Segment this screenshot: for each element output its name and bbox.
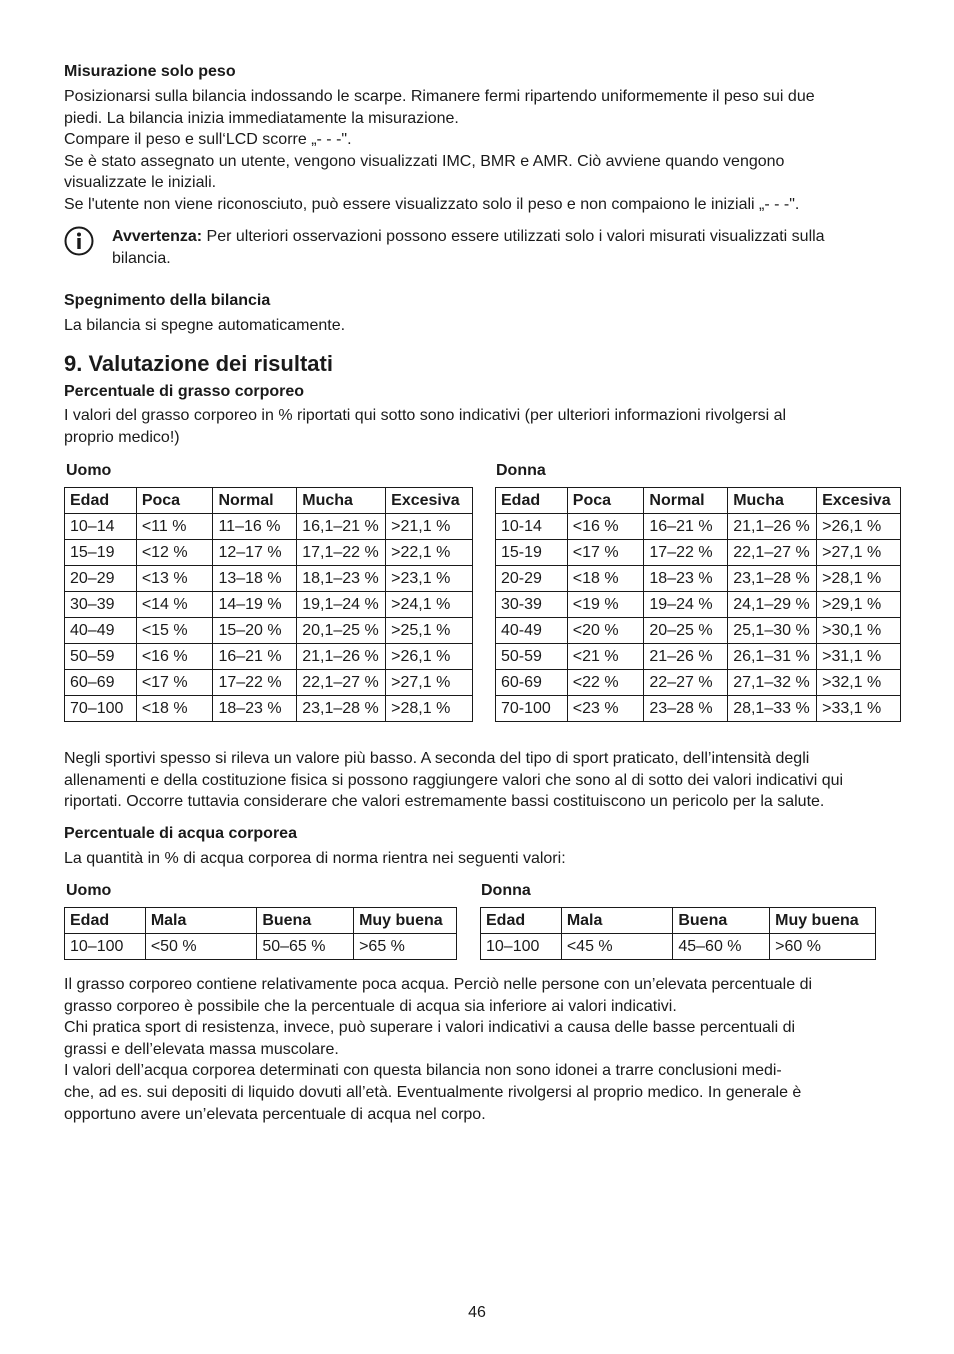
table-cell: 17,1–22 % <box>297 540 386 566</box>
table-cell: >27,1 % <box>817 540 901 566</box>
table-cell: 16,1–21 % <box>297 514 386 540</box>
table-cell: 24,1–29 % <box>728 592 817 618</box>
table-cell: 16–21 % <box>213 644 297 670</box>
table-cell: 60–69 <box>65 670 137 696</box>
note-text: Per ulteriori osservazioni possono essere utilizzati solo i valori misurati visualizzati sulla <box>202 228 825 245</box>
paragraph-line: Chi pratica sport di resistenza, invece, può superare i valori indicativi a causa delle basse percentuali di <box>64 1019 796 1037</box>
table-cell: <16 % <box>567 514 644 540</box>
table-header-row <box>65 908 457 934</box>
table-cell: >29,1 % <box>817 592 901 618</box>
table-row <box>481 934 876 960</box>
table-cell: 19,1–24 % <box>297 592 386 618</box>
table-cell: 17–22 % <box>213 670 297 696</box>
header-cell: Poca <box>136 488 213 514</box>
table-cell: 20-29 <box>496 566 568 592</box>
section-water <box>64 824 904 870</box>
table-cell: 60-69 <box>496 670 568 696</box>
paragraph-line: opportuno avere un’elevata percentuale di acqua nel corpo. <box>64 1105 486 1123</box>
table-cell: 50–65 % <box>257 934 354 960</box>
table-cell: <12 % <box>136 540 213 566</box>
table-row <box>496 592 901 618</box>
table-cell: >28,1 % <box>386 696 473 722</box>
header-cell: Buena <box>257 908 354 934</box>
table-cell: <17 % <box>567 540 644 566</box>
header-cell: Mala <box>561 908 673 934</box>
fat-men-label: Uomo <box>66 462 112 479</box>
table-cell: 13–18 % <box>213 566 297 592</box>
table-cell: 10–14 <box>65 514 137 540</box>
table-cell: >27,1 % <box>386 670 473 696</box>
table-cell: 16–21 % <box>644 514 728 540</box>
table-cell: 28,1–33 % <box>728 696 817 722</box>
table-row <box>65 592 473 618</box>
water-women-label: Donna <box>481 882 531 899</box>
table-cell: 15-19 <box>496 540 568 566</box>
table-cell: >60 % <box>770 934 876 960</box>
table-cell: >28,1 % <box>817 566 901 592</box>
paragraph-line: visualizzate le iniziali. <box>64 174 217 192</box>
table-cell: 40-49 <box>496 618 568 644</box>
header-cell: Muy buena <box>770 908 876 934</box>
table-cell: 50–59 <box>65 644 137 670</box>
paragraph-line: I valori dell’acqua corporea determinati con questa bilancia non sono idonei a trarre conclusioni medi- <box>64 1062 782 1080</box>
table-cell: 26,1–31 % <box>728 644 817 670</box>
table-cell: 18–23 % <box>213 696 297 722</box>
table-cell: >26,1 % <box>817 514 901 540</box>
table-cell: 22–27 % <box>644 670 728 696</box>
paragraph-line: grasso corporeo è possibile che la percentuale di acqua sia inferiore ai valori indicativi. <box>64 997 677 1015</box>
header-cell: Edad <box>481 908 562 934</box>
table-cell: 21,1–26 % <box>297 644 386 670</box>
water-men-table <box>64 907 457 960</box>
header-cell: Mucha <box>728 488 817 514</box>
table-header-row <box>65 488 473 514</box>
page-number: 46 <box>468 1304 486 1321</box>
header-cell: Excesiva <box>817 488 901 514</box>
table-cell: 30–39 <box>65 592 137 618</box>
paragraph-line: Compare il peso e sull‘LCD scorre „- - -". <box>64 131 352 149</box>
note-line <box>112 226 912 248</box>
table-row <box>496 618 901 644</box>
table-row <box>65 618 473 644</box>
closing-paragraph <box>64 974 924 1125</box>
table-cell: 23,1–28 % <box>728 566 817 592</box>
fat-men-table <box>64 487 473 722</box>
water-women-table <box>480 907 876 960</box>
table-cell: 18,1–23 % <box>297 566 386 592</box>
paragraph-line: piedi. La bilancia inizia immediatamente la misurazione. <box>64 109 459 127</box>
table-cell: 21,1–26 % <box>728 514 817 540</box>
paragraph-line: Se l'utente non viene riconosciuto, può essere visualizzato solo il peso e non compaiono le iniziali „- - -". <box>64 195 800 213</box>
table-cell: 25,1–30 % <box>728 618 817 644</box>
table-row <box>496 644 901 670</box>
table-cell: <21 % <box>567 644 644 670</box>
section-results <box>64 351 904 448</box>
table-cell: 40–49 <box>65 618 137 644</box>
header-cell: Excesiva <box>386 488 473 514</box>
table-cell: 20–29 <box>65 566 137 592</box>
table-cell: 18–23 % <box>644 566 728 592</box>
table-row <box>496 514 901 540</box>
section-title: Percentuale di grasso corporeo <box>64 383 305 400</box>
table-cell: 23,1–28 % <box>297 696 386 722</box>
header-cell: Edad <box>496 488 568 514</box>
table-cell: <18 % <box>567 566 644 592</box>
water-men-label: Uomo <box>66 882 112 899</box>
table-cell: <23 % <box>567 696 644 722</box>
header-cell: Muy buena <box>354 908 457 934</box>
table-row <box>65 540 473 566</box>
table-row <box>65 696 473 722</box>
table-cell: 23–28 % <box>644 696 728 722</box>
table-row <box>496 670 901 696</box>
table-cell: 14–19 % <box>213 592 297 618</box>
table-row <box>496 540 901 566</box>
table-row <box>496 696 901 722</box>
table-cell: 19–24 % <box>644 592 728 618</box>
table-row <box>65 934 457 960</box>
paragraph-line: Posizionarsi sulla bilancia indossando le scarpe. Rimanere fermi ripartendo uniformemente il peso sui due <box>64 88 815 105</box>
table-cell: 20–25 % <box>644 618 728 644</box>
section-weight-only <box>64 62 904 216</box>
paragraph-line: grassi e dell’elevata massa muscolare. <box>64 1040 339 1058</box>
table-cell: 12–17 % <box>213 540 297 566</box>
table-cell: 15–20 % <box>213 618 297 644</box>
table-cell: <22 % <box>567 670 644 696</box>
table-cell: >32,1 % <box>817 670 901 696</box>
note-label: Avvertenza: <box>112 228 203 245</box>
table-cell: >30,1 % <box>817 618 901 644</box>
table-cell: 45–60 % <box>673 934 770 960</box>
paragraph-line: Il grasso corporeo contiene relativamente poca acqua. Perciò nelle persone con un’elevata percentuale di <box>64 976 813 993</box>
sport-paragraph <box>64 748 924 813</box>
table-cell: 10-14 <box>496 514 568 540</box>
table-cell: 70-100 <box>496 696 568 722</box>
table-cell: >22,1 % <box>386 540 473 566</box>
fat-women-table <box>495 487 901 722</box>
section-title: Misurazione solo peso <box>64 63 236 80</box>
table-cell: 20,1–25 % <box>297 618 386 644</box>
table-cell: <50 % <box>145 934 257 960</box>
table-cell: <16 % <box>136 644 213 670</box>
paragraph-line: I valori del grasso corporeo in % riportati qui sotto sono indicativi (per ulteriori informazioni rivolgersi al <box>64 407 787 424</box>
table-cell: <19 % <box>567 592 644 618</box>
table-cell: >25,1 % <box>386 618 473 644</box>
table-cell: 10–100 <box>65 934 146 960</box>
note-line-2: bilancia. <box>112 249 171 267</box>
table-cell: 21–26 % <box>644 644 728 670</box>
table-row <box>65 644 473 670</box>
table-cell: 11–16 % <box>213 514 297 540</box>
table-cell: >23,1 % <box>386 566 473 592</box>
paragraph-line: Negli sportivi spesso si rileva un valore più basso. A seconda del tipo di sport praticato, dell’intensità degli <box>64 750 810 767</box>
paragraph-line: La quantità in % di acqua corporea di norma rientra nei seguenti valori: <box>64 850 566 867</box>
table-row <box>65 670 473 696</box>
header-cell: Mala <box>145 908 257 934</box>
header-cell: Poca <box>567 488 644 514</box>
paragraph-line: che, ad es. sui depositi di liquido dovuti all’età. Eventualmente rivolgersi al proprio medico. In generale è <box>64 1083 802 1101</box>
table-row <box>65 566 473 592</box>
table-row <box>496 566 901 592</box>
table-cell: 15–19 <box>65 540 137 566</box>
info-icon <box>64 226 94 256</box>
fat-women-label: Donna <box>496 462 546 479</box>
table-cell: <18 % <box>136 696 213 722</box>
table-cell: <11 % <box>136 514 213 540</box>
table-cell: 30-39 <box>496 592 568 618</box>
table-cell: >26,1 % <box>386 644 473 670</box>
table-cell: >21,1 % <box>386 514 473 540</box>
paragraph-line: proprio medico!) <box>64 428 180 446</box>
section-title: Spegnimento della bilancia <box>64 292 271 309</box>
table-cell: 50-59 <box>496 644 568 670</box>
header-cell: Normal <box>213 488 297 514</box>
table-cell: 27,1–32 % <box>728 670 817 696</box>
header-cell: Edad <box>65 488 137 514</box>
header-cell: Edad <box>65 908 146 934</box>
table-cell: <20 % <box>567 618 644 644</box>
table-cell: 10–100 <box>481 934 562 960</box>
section-title: Percentuale di acqua corporea <box>64 825 297 842</box>
table-cell: >65 % <box>354 934 457 960</box>
paragraph-line: La bilancia si spegne automaticamente. <box>64 317 346 334</box>
table-cell: <17 % <box>136 670 213 696</box>
section-shutdown <box>64 291 904 337</box>
table-cell: 17–22 % <box>644 540 728 566</box>
paragraph-line: Se è stato assegnato un utente, vengono visualizzati IMC, BMR e AMR. Ciò avviene quando vengono <box>64 152 785 170</box>
table-cell: >24,1 % <box>386 592 473 618</box>
table-cell: <45 % <box>561 934 673 960</box>
table-cell: >31,1 % <box>817 644 901 670</box>
header-cell: Normal <box>644 488 728 514</box>
table-header-row <box>481 908 876 934</box>
table-header-row <box>496 488 901 514</box>
table-cell: <14 % <box>136 592 213 618</box>
chapter-title: 9. Valutazione dei risultati <box>64 351 333 376</box>
table-cell: <15 % <box>136 618 213 644</box>
table-cell: 22,1–27 % <box>297 670 386 696</box>
table-cell: 22,1–27 % <box>728 540 817 566</box>
table-cell: >33,1 % <box>817 696 901 722</box>
header-cell: Buena <box>673 908 770 934</box>
table-cell: 70–100 <box>65 696 137 722</box>
paragraph-line: allenamenti e della costituzione fisica si possono raggiungere valori che sono al di sotto dei valori indicativi qui <box>64 771 844 789</box>
table-cell: <13 % <box>136 566 213 592</box>
paragraph-line: riportati. Occorre tuttavia considerare che valori estremamente bassi costituiscono un pericolo per la salute. <box>64 793 825 811</box>
table-row <box>65 514 473 540</box>
header-cell: Mucha <box>297 488 386 514</box>
